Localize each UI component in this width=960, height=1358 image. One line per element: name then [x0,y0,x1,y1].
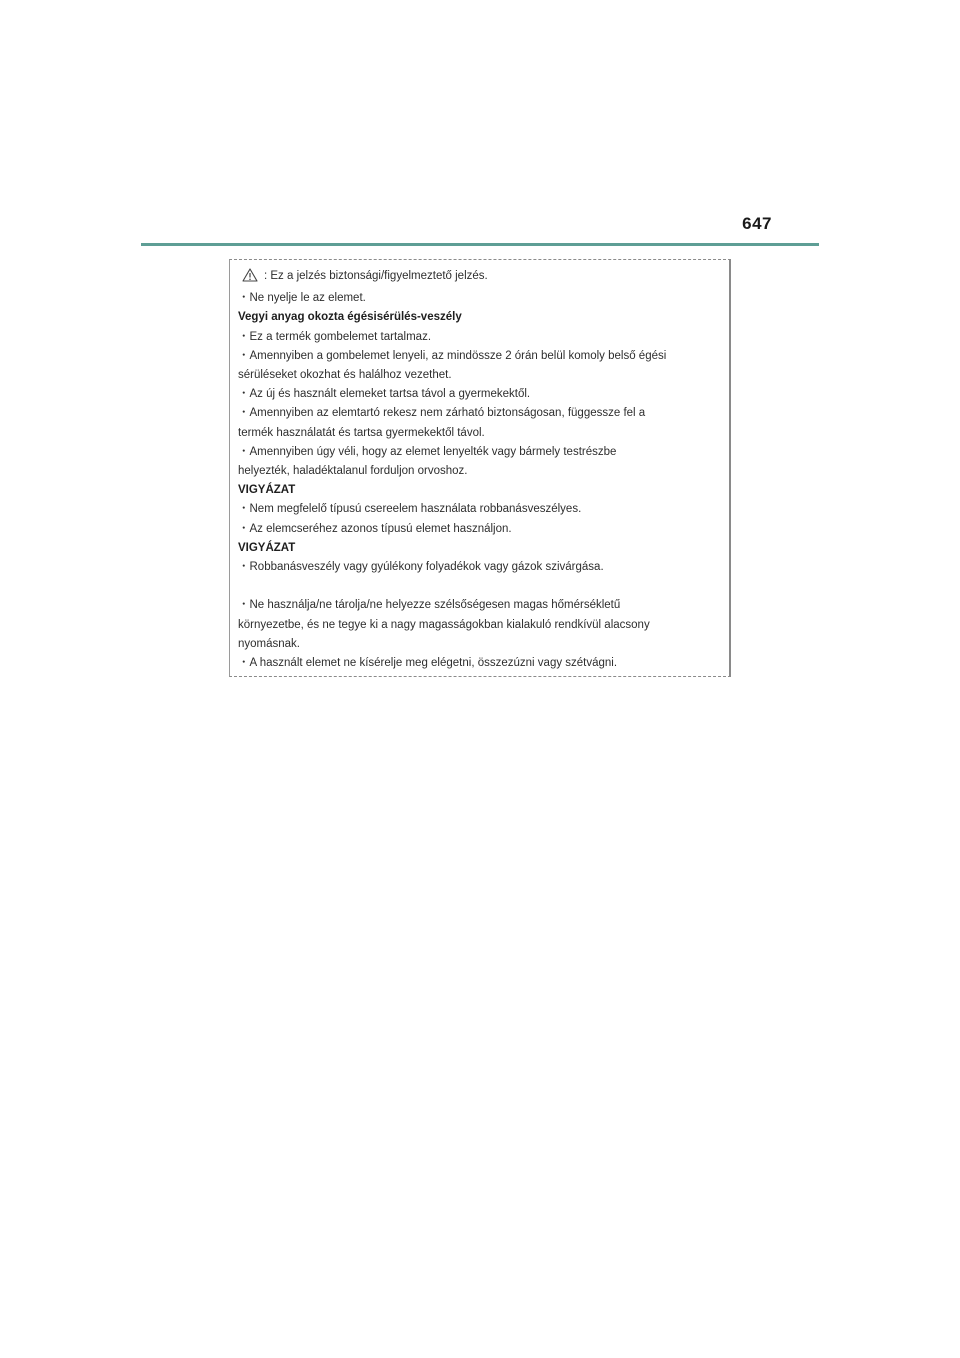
notice-heading: VIGYÁZAT [238,541,296,554]
notice-heading: VIGYÁZAT [238,484,296,497]
safety-notice-box [229,259,731,677]
page-number: 647 [742,214,772,233]
notice-line: ・Az elemcseréhez azonos típusú elemet használjon. [238,522,512,535]
notice-line-text: : Ez a jelzés biztonsági/figyelmeztető jelzés. [264,270,488,282]
notice-line: ・Ne nyelje le az elemet. [238,292,366,305]
notice-line [238,267,721,289]
notice-line: sérüléseket okozhat és halálhoz vezethet. [238,369,452,382]
notice-line: ・Amennyiben úgy véli, hogy az elemet lenyelték vagy bármely testrészbe [238,445,617,458]
notice-line: ・Amennyiben a gombelemet lenyeli, az mindössze 2 órán belül komoly belső égési [238,349,667,362]
notice-heading: Vegyi anyag okozta égésisérülés-veszély [238,311,462,324]
notice-line: környezetbe, és ne tegye ki a nagy magasságokban kialakuló rendkívül alacsony [238,618,650,631]
notice-line: nyomásnak. [238,637,301,650]
notice-line: ・Robbanásveszély vagy gyúlékony folyadékok vagy gázok szivárgása. [238,561,604,574]
notice-line: ・Az új és használt elemeket tartsa távol a gyermekektől. [238,388,531,401]
notice-line: ・Nem megfelelő típusú csereelem használata robbanásveszélyes. [238,503,582,516]
warning-triangle-icon [242,268,258,289]
notice-line: ・Amennyiben az elemtartó rekesz nem zárható biztonságosan, függessze fel a [238,407,646,420]
header-rule [141,243,819,246]
notice-line: ・Ez a termék gombelemet tartalmaz. [238,330,432,343]
notice-line: helyezték, haladéktalanul forduljon orvoshoz. [238,465,468,478]
notice-line: ・Ne használja/ne tárolja/ne helyezze szélsőségesen magas hőmérsékletű [238,599,621,612]
notice-spacer [238,577,721,596]
notice-line: ・A használt elemet ne kísérelje meg elégetni, összezúzni vagy szétvágni. [238,657,618,670]
notice-line: termék használatát és tartsa gyermekektől távol. [238,426,485,439]
